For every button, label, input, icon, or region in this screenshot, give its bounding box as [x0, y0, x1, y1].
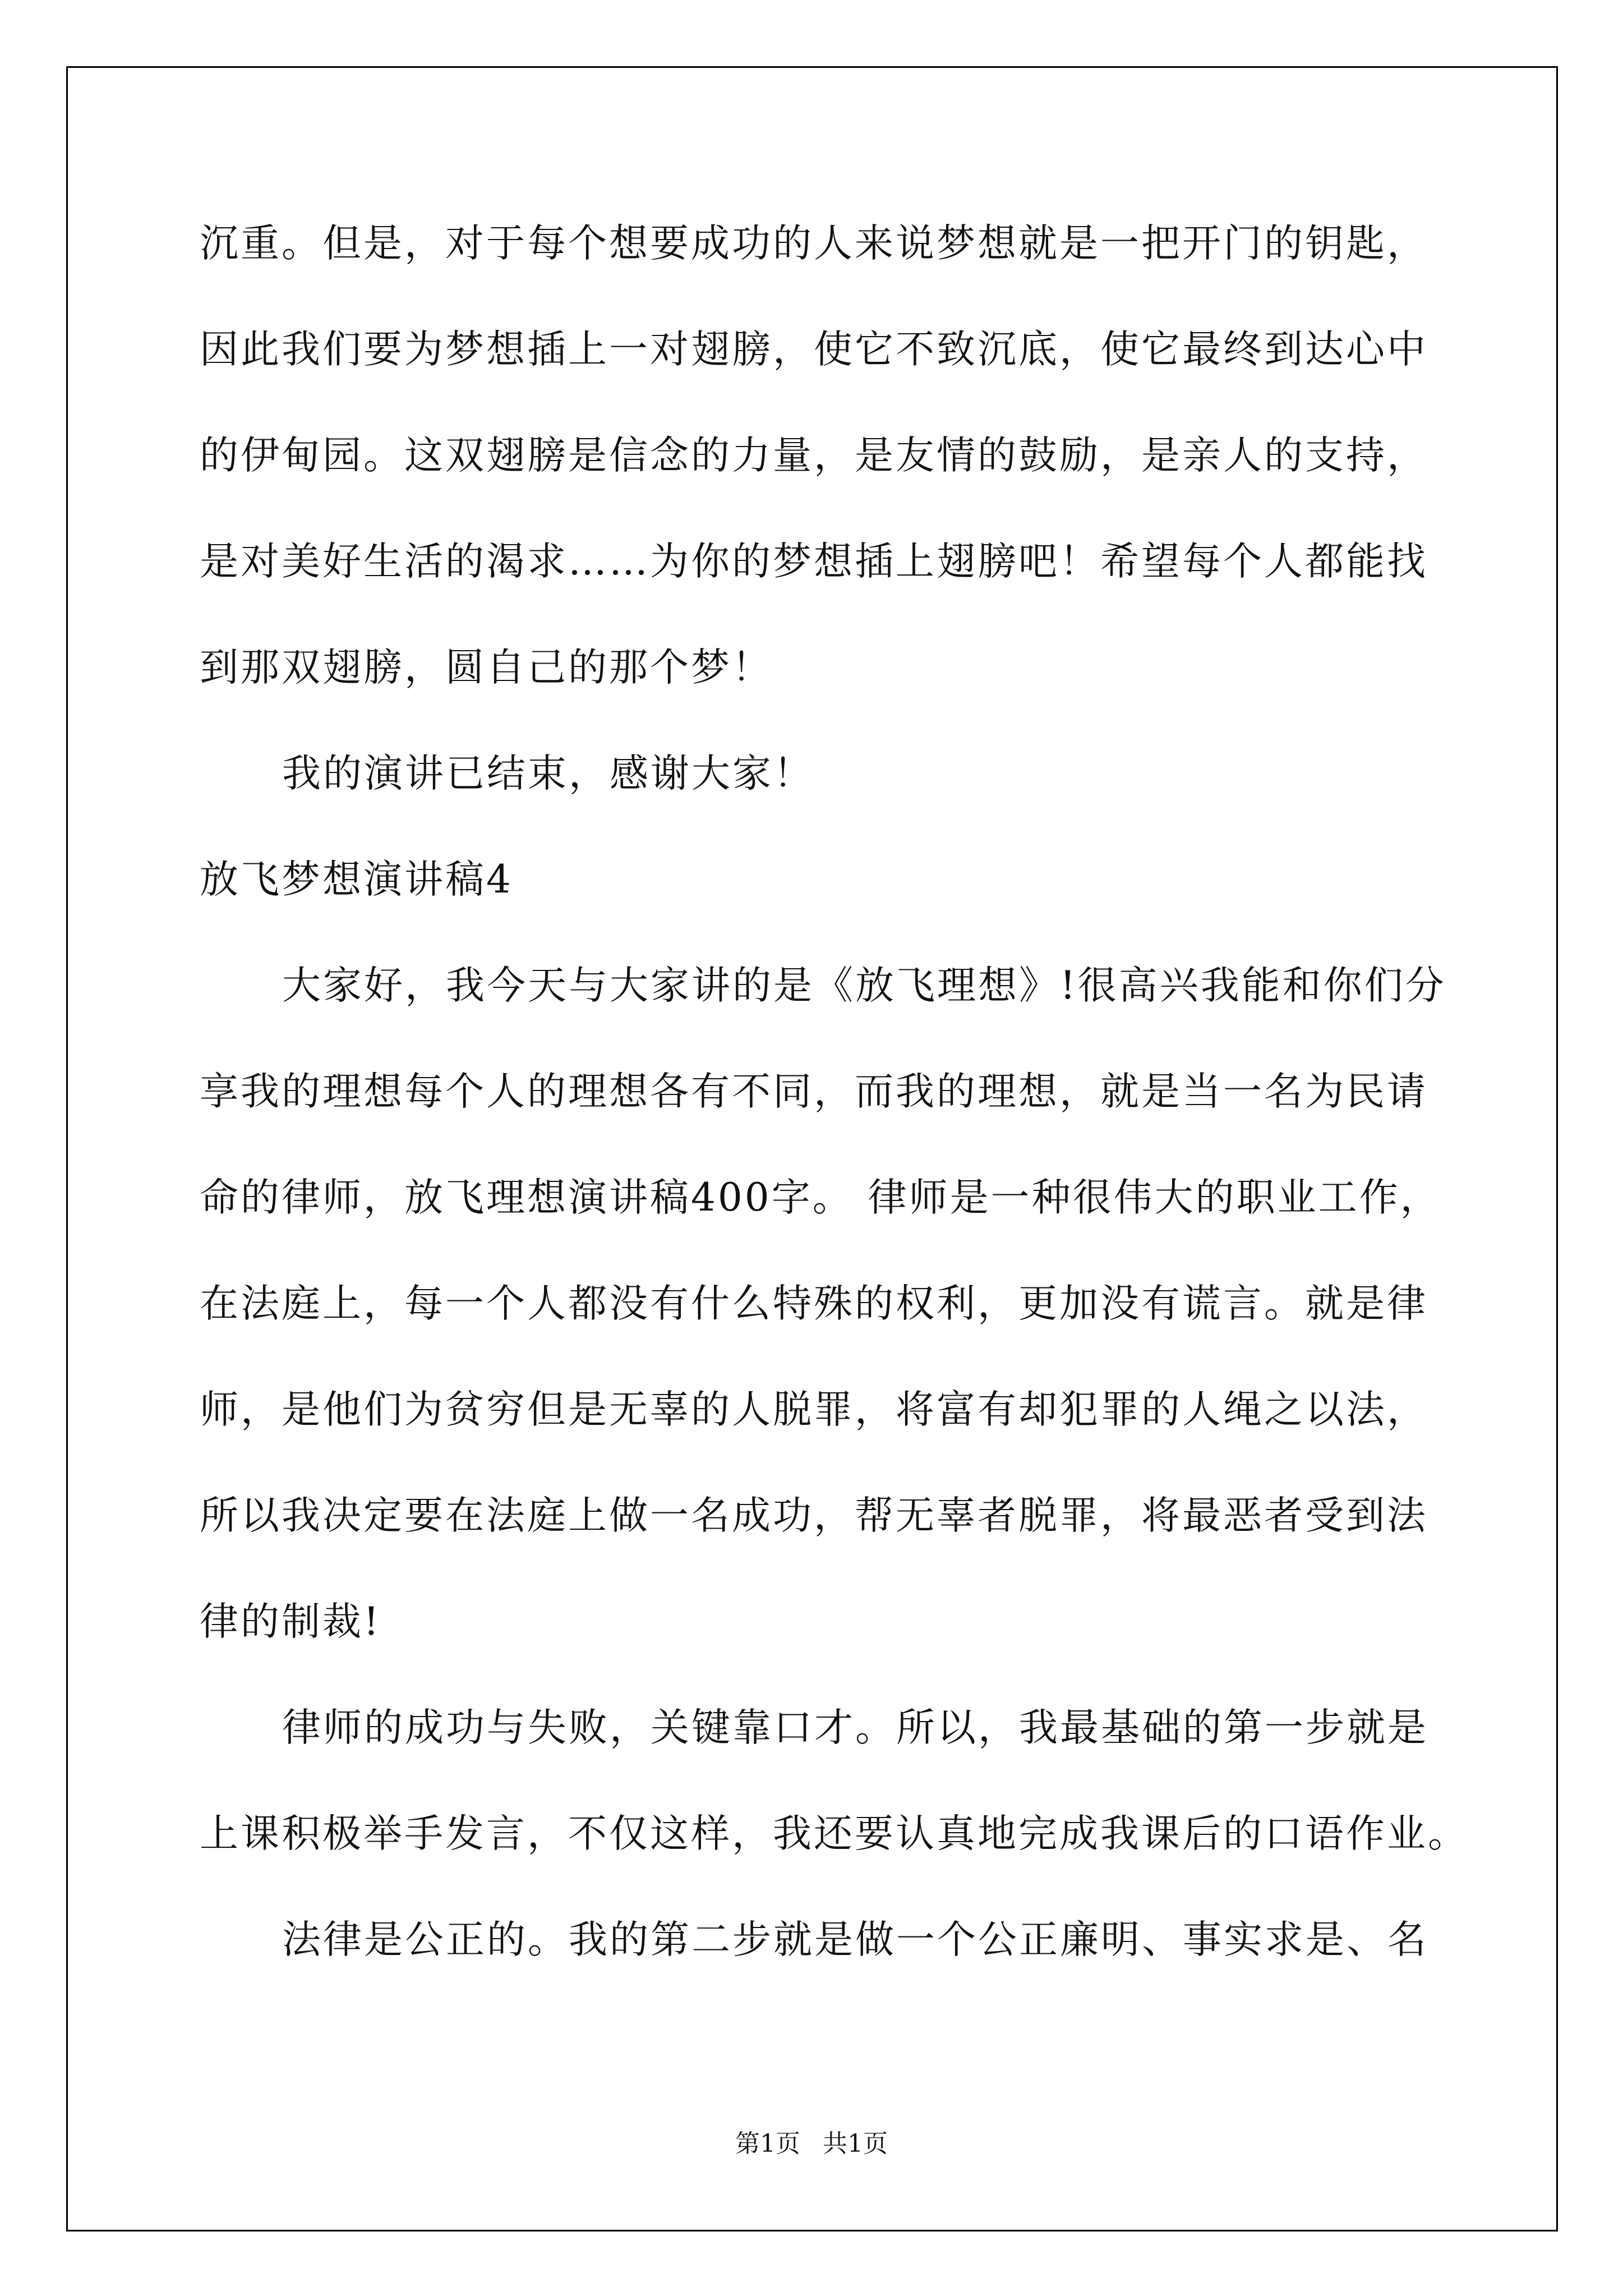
section-heading: 放飞梦想演讲稿4: [200, 857, 513, 902]
body-line-9: 享我的理想每个人的理想各有不同，而我的理想，就是当一名为民请: [200, 1069, 1428, 1114]
body-line-16: 上课积极举手发言，不仅这样，我还要认真地完成我课后的口语作业。: [200, 1811, 1469, 1856]
body-line-17: 法律是公正的。我的第二步就是做一个公正廉明、事实求是、名: [282, 1917, 1428, 1962]
body-line-5: 到那双翅膀，圆自己的那个梦！: [200, 645, 773, 690]
body-line-14: 律的制裁!: [200, 1599, 381, 1644]
page-footer: [0, 2129, 1623, 2158]
body-line-10: 命的律师，放飞理想演讲稿400字。 律师是一种很伟大的职业工作，: [200, 1175, 1441, 1220]
body-line-3: 的伊甸园。这双翅膀是信念的力量，是友情的鼓励，是亲人的支持，: [200, 433, 1428, 478]
body-line-15: 律师的成功与失败，关键靠口才。所以，我最基础的第一步就是: [282, 1705, 1428, 1750]
body-line-8: 大家好，我今天与大家讲的是《放飞理想》!很高兴我能和你们分: [282, 963, 1446, 1008]
body-line-13: 所以我决定要在法庭上做一名成功，帮无辜者脱罪，将最恶者受到法: [200, 1493, 1428, 1538]
page-border: [66, 66, 1558, 2231]
page-total: 共1页: [823, 2129, 888, 2158]
body-line-2: 因此我们要为梦想插上一对翅膀，使它不致沉底，使它最终到达心中: [200, 327, 1428, 372]
body-line-1: 沉重。但是，对于每个想要成功的人来说梦想就是一把开门的钥匙，: [200, 221, 1428, 266]
body-line-12: 师，是他们为贫穷但是无辜的人脱罪，将富有却犯罪的人绳之以法，: [200, 1387, 1428, 1432]
body-line-4: 是对美好生活的渴求……为你的梦想插上翅膀吧！希望每个人都能找: [200, 539, 1428, 584]
page-number: 第1页: [735, 2129, 800, 2158]
closing-line: 我的演讲已结束，感谢大家！: [282, 751, 814, 796]
body-line-11: 在法庭上，每一个人都没有什么特殊的权利，更加没有谎言。就是律: [200, 1281, 1428, 1326]
